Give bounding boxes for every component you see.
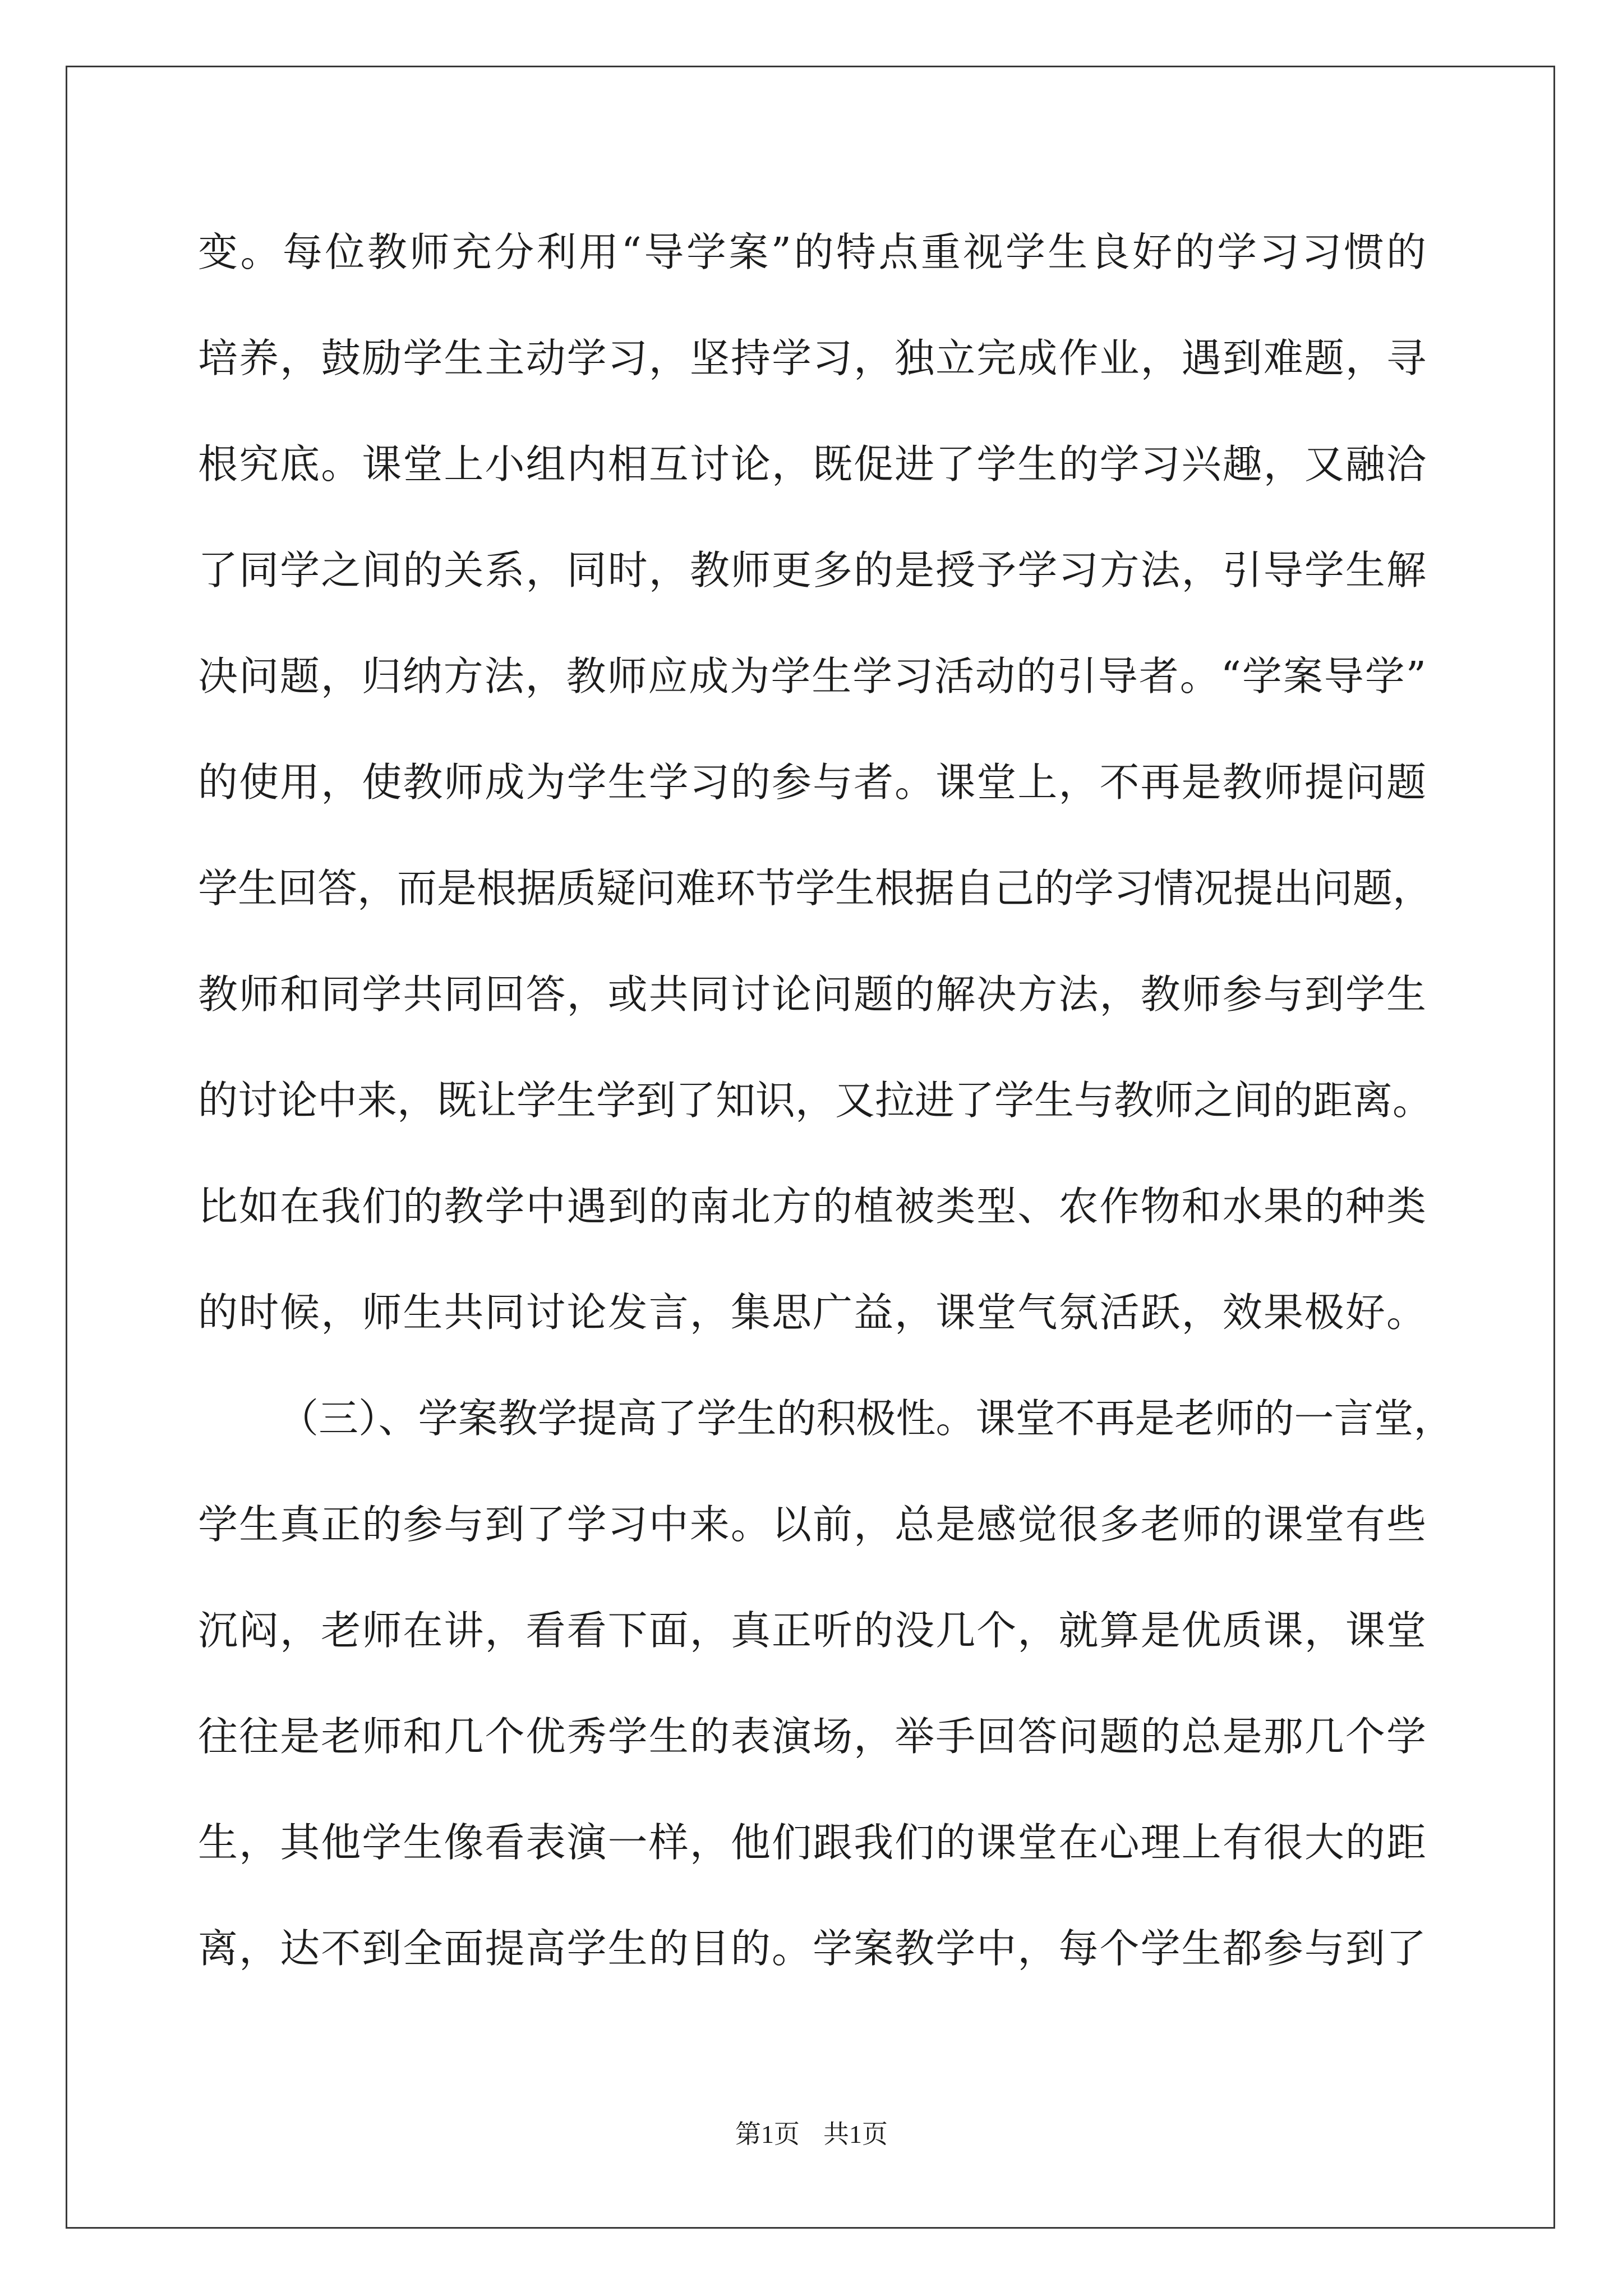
text-line: 比如在我们的教学中遇到的南北方的植被类型、农作物和水果的种类	[198, 1183, 1426, 1230]
page-number: 第1页	[735, 2120, 800, 2148]
text-line: 生，其他学生像看表演一样，他们跟我们的课堂在心理上有很大的距	[198, 1819, 1426, 1866]
text-line: 的讨论中来，既让学生学到了知识，又拉进了学生与教师之间的距离。	[198, 1077, 1433, 1124]
text-line: 离，达不到全面提高学生的目的。学案教学中，每个学生都参与到了	[198, 1925, 1426, 1972]
text-line: 决问题，归纳方法，教师应成为学生学习活动的引导者。“学案导学”	[198, 653, 1426, 700]
text-line: 的时候，师生共同讨论发言，集思广益，课堂气氛活跃，效果极好。	[198, 1289, 1426, 1336]
text-line: 了同学之间的关系，同时，教师更多的是授予学习方法，引导学生解	[198, 547, 1426, 593]
document-body	[198, 219, 1454, 2021]
page-footer	[0, 2118, 1623, 2151]
text-line: 根究底。课堂上小组内相互讨论，既促进了学生的学习兴趣，又融洽	[198, 441, 1426, 487]
text-line: 变。每位教师充分利用“导学案”的特点重视学生良好的学习习惯的	[198, 229, 1426, 275]
text-line: 教师和同学共同回答，或共同讨论问题的解决方法，教师参与到学生	[198, 971, 1426, 1018]
text-line: （三）、学案教学提高了学生的积极性。课堂不再是老师的一言堂，	[279, 1395, 1454, 1442]
text-line: 沉闷，老师在讲，看看下面，真正听的没几个，就算是优质课，课堂	[198, 1607, 1426, 1654]
text-line: 往往是老师和几个优秀学生的表演场，举手回答问题的总是那几个学	[198, 1713, 1426, 1760]
page-total: 共1页	[823, 2120, 888, 2148]
text-line: 的使用，使教师成为学生学习的参与者。课堂上，不再是教师提问题	[198, 759, 1426, 806]
text-line: 学生真正的参与到了学习中来。以前，总是感觉很多老师的课堂有些	[198, 1501, 1426, 1548]
text-line: 学生回答，而是根据质疑问难环节学生根据自己的学习情况提出问题，	[198, 865, 1433, 912]
text-line: 培养，鼓励学生主动学习，坚持学习，独立完成作业，遇到难题，寻	[198, 335, 1426, 381]
